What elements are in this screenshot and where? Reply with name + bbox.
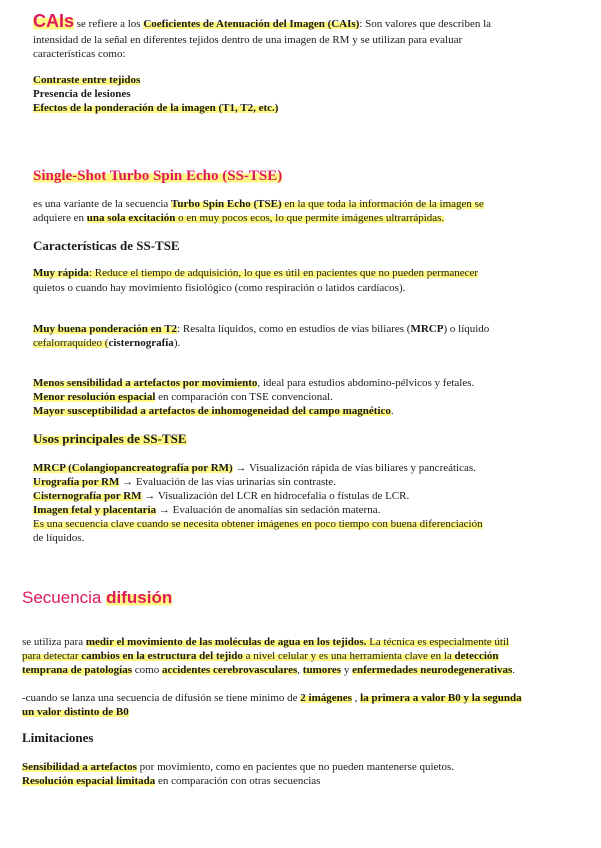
sstse-use-urography: Urografía por RM → Evaluación de las vías urinarias sin contraste. xyxy=(33,476,336,488)
cais-intro: CAIs se refiere a los Coeficientes de Atenuación del Imagen (CAIs): Son valores que describen la xyxy=(33,11,492,31)
sstse-feature-motion: Menos sensibilidad a artefactos por movimiento, ideal para estudios abdomino-pélvicos y fetales. xyxy=(33,377,475,389)
cais-title: CAIs xyxy=(33,11,75,31)
sstse-use-cisternography: Cisternografía por RM → Visualización del LCR en hidrocefalia o fístulas de LCR. xyxy=(33,490,410,502)
diff-limits-heading: Limitaciones xyxy=(22,730,94,745)
sstse-uses-heading: Usos principales de SS-TSE xyxy=(33,431,187,446)
sstse-features-heading: Características de SS-TSE xyxy=(33,238,180,253)
sstse-feature-fast-2: quietos o cuando hay movimiento fisiológico (como respiración o latidos cardíacos). xyxy=(33,282,406,294)
cais-item-contrast: Contraste entre tejidos xyxy=(33,74,141,86)
cais-line-2: intensidad de la señal en diferentes tejidos dentro de una imagen de RM y se utilizan para evaluar xyxy=(33,34,463,46)
sstse-feature-susceptibility: Mayor susceptibilidad a artefactos de inhomogeneidad del campo magnético. xyxy=(33,405,394,417)
diff-p1a: se utiliza para medir el movimiento de las moléculas de agua en los tejidos. La técnica es especialmente útil xyxy=(22,636,510,648)
sstse-feature-t2-2: cefalorraquídeo (cisternografía). xyxy=(33,337,181,349)
sstse-p1b: adquiere en una sola excitación o en muy pocos ecos, lo que permite imágenes ultrarrápidas. xyxy=(33,212,445,224)
sstse-feature-fast: Muy rápida: Reduce el tiempo de adquisición, lo que es útil en pacientes que no pueden permanecer xyxy=(33,267,479,279)
cais-item-weighting: Efectos de la ponderación de la imagen (T1, T2, etc.) xyxy=(33,102,279,114)
sstse-use-summary-2: de líquidos. xyxy=(33,532,85,544)
diff-p2b: un valor distinto de B0 xyxy=(22,706,129,718)
cais-item-lesions: Presencia de lesiones xyxy=(33,88,131,100)
diff-p2a: -cuando se lanza una secuencia de difusión se tiene mínimo de 2 imágenes , la primera a valor B0 y la segunda xyxy=(22,692,522,704)
diff-title: Secuencia difusión xyxy=(22,588,173,607)
sstse-feature-resolution: Menor resolución espacial en comparación con TSE convencional. xyxy=(33,391,333,403)
diff-limit-artifacts: Sensibilidad a artefactos por movimiento, como en pacientes que no pueden mantenerse quietos. xyxy=(22,761,454,773)
sstse-feature-t2: Muy buena ponderación en T2: Resalta líquidos, como en estudios de vías biliares (MRCP) o líquido xyxy=(33,323,490,335)
sstse-title: Single-Shot Turbo Spin Echo (SS-TSE) xyxy=(33,168,283,184)
sstse-use-fetal: Imagen fetal y placentaria → Evaluación de anomalías sin sedación materna. xyxy=(33,504,381,516)
diff-limit-resolution: Resolución espacial limitada en comparación con otras secuencias xyxy=(22,775,321,787)
diff-p1b: para detectar cambios en la estructura del tejido a nivel celular y es una herramienta clave en la detección xyxy=(22,650,499,662)
diff-p1c: temprana de patologías como accidentes cerebrovasculares, tumores y enfermedades neurodegenerativas. xyxy=(22,664,516,676)
sstse-use-mrcp: MRCP (Colangiopancreatografía por RM) → Visualización rápida de vías biliares y pancreáticas. xyxy=(33,462,476,474)
cais-line-3: características como: xyxy=(33,48,126,60)
sstse-use-summary: Es una secuencia clave cuando se necesita obtener imágenes en poco tiempo con buena diferenciación xyxy=(33,518,483,530)
sstse-p1a: es una variante de la secuencia Turbo Spin Echo (TSE) en la que toda la información de la imagen se xyxy=(33,198,484,210)
